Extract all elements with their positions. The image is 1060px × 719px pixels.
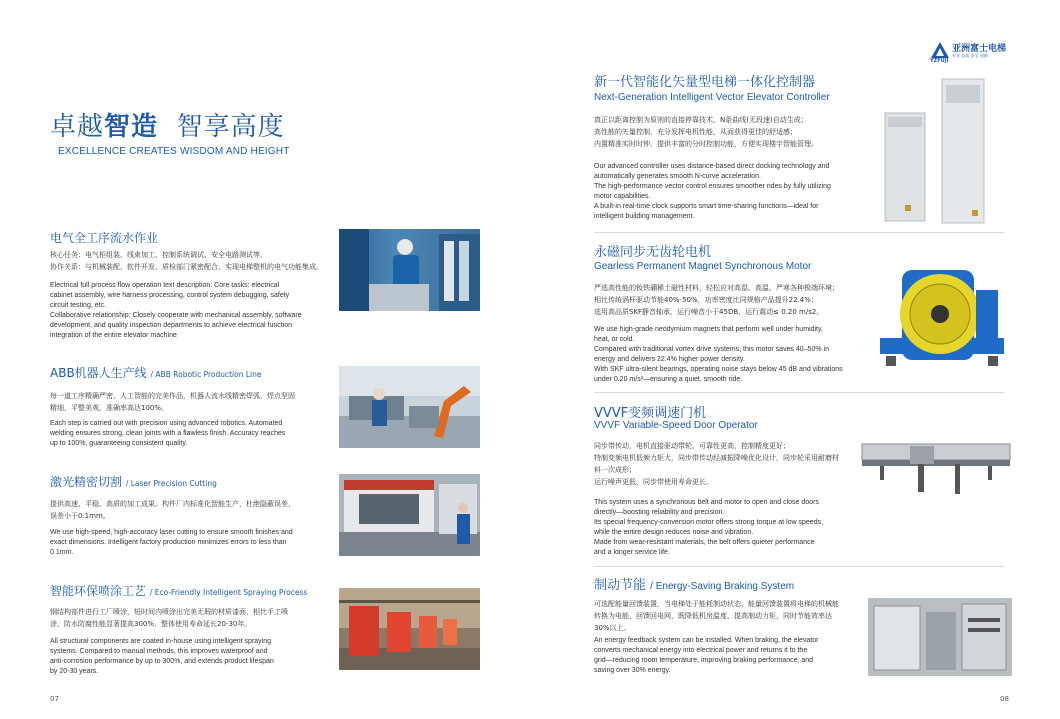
section-spraying-title (50, 583, 307, 601)
section-laser-title-cn: 激光精密切割 (50, 475, 123, 489)
page-number-right: 08 (1000, 695, 1009, 703)
robot-line-photo (339, 366, 480, 448)
section-spraying-cn: 钢结构部件进行工厂喷涂，短时间内喷涂出完美无瑕的材质漆面，相比手工喷 涂，防水防腐性能显著提高300%，整体使用寿命延长20-30年。 (50, 608, 288, 628)
section-door-cn: 同步带传动，电机直接驱动带轮，可靠性更高，控制精度更好； 特制变频电机低频力矩大，同步带传动经减振降噪优化设计，同步轮采用耐磨材 料一次成形； 运行噪声更低，同步带使用寿命更长。 (594, 442, 839, 486)
divider-right-1 (594, 232, 1004, 233)
controller-cabinet-image (880, 75, 1000, 225)
section-abb-title-cn: ABB机器人生产线 (50, 366, 147, 380)
divider-right-2 (594, 392, 1004, 393)
section-braking-cn: 可选配能量回馈装置，当电梯处于能耗制动状态，能量回馈装置将电梯的机械能 转换为电能，回馈回电网，既降低机房温度、提高制动力矩，同时节能效率达 30%以上。 (594, 600, 839, 632)
brand-logo-sub: 专业 品质 安全 创新 (952, 53, 988, 58)
hero-title (50, 112, 285, 142)
section-spraying-en: All structural components are coated in-house using intelligent spraying systems. Compared to manual methods, this improves waterproof and anti-corrosion performance by up to 300%, and extends product lifespan by 20-30 years. (50, 638, 274, 675)
section-spraying-title-en: / Eco-Friendly Intelligent Spraying Process (149, 588, 308, 597)
section-laser-title-en: / Laser Precision Cutting (125, 479, 217, 488)
section-door-title-en: VVVF Variable-Speed Door Operator (594, 420, 758, 431)
section-laser-cn: 提供高速、平稳、高质的加工成果。构件厂内标准化智能生产，杜绝隐蔽误差， 误差小于0.1mm。 (50, 500, 295, 520)
hero-title-part-c: 智享高度 (176, 112, 285, 142)
section-door-title-cn: VVVF变频调速门机 (594, 406, 707, 421)
divider-right-3 (594, 566, 1004, 567)
section-braking-en: An energy feedback system can be installed. When braking, the elevator converts mechanical energy into electrical power and returns it to the grid—reducing room temperature, improving braking performance, and saving over 30% energy. (594, 637, 819, 674)
brand-logo-cn: 亚洲富士电梯 (952, 44, 1007, 54)
hero-subtitle: EXCELLENCE CREATES WISDOM AND HEIGHT (58, 146, 290, 157)
hero-title-part-b: 智造 (104, 112, 159, 142)
section-door-en: This system uses a synchronous belt and motor to open and close doors directly—boosting reliability and precision. Its special frequency-conversion motor offers strong torque at low speeds, while the entire design reduces noise and vibration. Made from wear-resistant materials, the belt offers quieter performance and a longer service life. (594, 499, 824, 556)
section-laser-en: We use high-speed, high-accuracy laser cutting to ensure smooth finishes and exact dimensions. Intelligent factory production minimizes errors to less than 0.1mm. (50, 529, 293, 556)
section-electrical-en: Electrical full process flow operation text description: Core tasks: electrical cabinet assembly, wire harness processing, control system debugging, safety circuit testing, etc. Collaborative relationship: Closely cooperate with mechanical assembly, software development, and quality inspection departments to achieve electrical function integration of the entire elevator machine (50, 282, 302, 339)
door-operator-image (860, 438, 1012, 498)
section-abb-title (50, 365, 262, 383)
section-controller-title-cn: 新一代智能化矢量型电梯一体化控制器 (594, 75, 816, 90)
brand-logo-en: YZFUJI (930, 58, 949, 64)
section-controller-title-en: Next-Generation Intelligent Vector Elevator Controller (594, 92, 830, 103)
section-motor-cn: 严选高性能的钕铁硼稀土磁性材料，轻松应对高湿、高温、严寒各种极端环境； 相比传统涡杆驱动节能40%-50%，功率密度比同规格产品提升22.4%； 选用高品质SKF静音轴承，运行噪音小于45DB，运行震动≤ 0.20 m/s2。 (594, 284, 839, 316)
hero-title-part-a: 卓越 (50, 112, 105, 142)
section-abb-cn: 每一道工序精确严密，人工智能的完美作品，机器人流水线精密焊弧，焊点坚固 精细，平整美观，准确率高达100%。 (50, 392, 295, 412)
section-braking-title-en: / Energy-Saving Braking System (650, 581, 795, 592)
electrical-assembly-photo (339, 229, 480, 311)
section-electrical-title-cn: 电气全工序流水作业 (50, 231, 159, 245)
braking-unit-photo (868, 598, 1012, 676)
section-controller-en: Our advanced controller uses distance-based direct docking technology and automatically generates smooth N-curve acceleration. The high-performance vector control ensures smoother rides by fully utilizing motor capabilities. A built-in real-time clock supports smart time-sharing functions—ideal for intelligent building management. (594, 163, 831, 220)
section-motor-title-cn: 永磁同步无齿轮电机 (594, 245, 712, 260)
gearless-motor-image (872, 262, 1012, 382)
section-electrical-title (50, 230, 158, 246)
section-electrical-cn: 核心任务：电气柜组装、线束加工、控制系统调试、安全电路测试等。 协作关系：与机械装配、软件开发、质检部门紧密配合，实现电梯整机的电气功能集成。 (50, 251, 323, 271)
section-abb-en: Each step is carried out with precision using advanced robotics. Automated welding ensures strong, clean joints with a flawless finish. Accuracy reaches up to 100%, guaranteeing consistent quality. (50, 420, 286, 447)
section-braking-title (594, 574, 794, 593)
section-laser-title (50, 474, 217, 492)
section-controller-cn: 真正以距离控制为原则的直接停靠技术，N条曲线(无段速)自动生成； 高性能的矢量控制，充分发挥电机性能，从而获得更佳的舒适感； 内置精准实时时钟，提供丰富的分时控制功能，方便实现楼宇智能管理。 (594, 116, 818, 148)
spraying-line-photo (339, 588, 480, 670)
page-number-left: 07 (50, 695, 59, 703)
section-braking-title-cn: 制动节能 (594, 578, 647, 593)
laser-cutting-photo (339, 474, 480, 556)
section-spraying-title-cn: 智能环保喷涂工艺 (50, 584, 147, 598)
section-abb-title-en: / ABB Robotic Production Line (150, 370, 262, 379)
section-motor-en: We use high-grade neodymium magnets that perform well under humidity, heat, or cold. Compared with traditional vortex drive systems, this motor saves 40–50% in energy and delivers 22.4% higher power density. With SKF ultra-silent bearings, operating noise stays below 45 dB and vibrations under 0.20 m/s²—ensuring a quiet, smooth ride. (594, 326, 843, 383)
brand-logo (930, 40, 1025, 66)
section-motor-title-en: Gearless Permanent Magnet Synchronous Motor (594, 261, 812, 272)
